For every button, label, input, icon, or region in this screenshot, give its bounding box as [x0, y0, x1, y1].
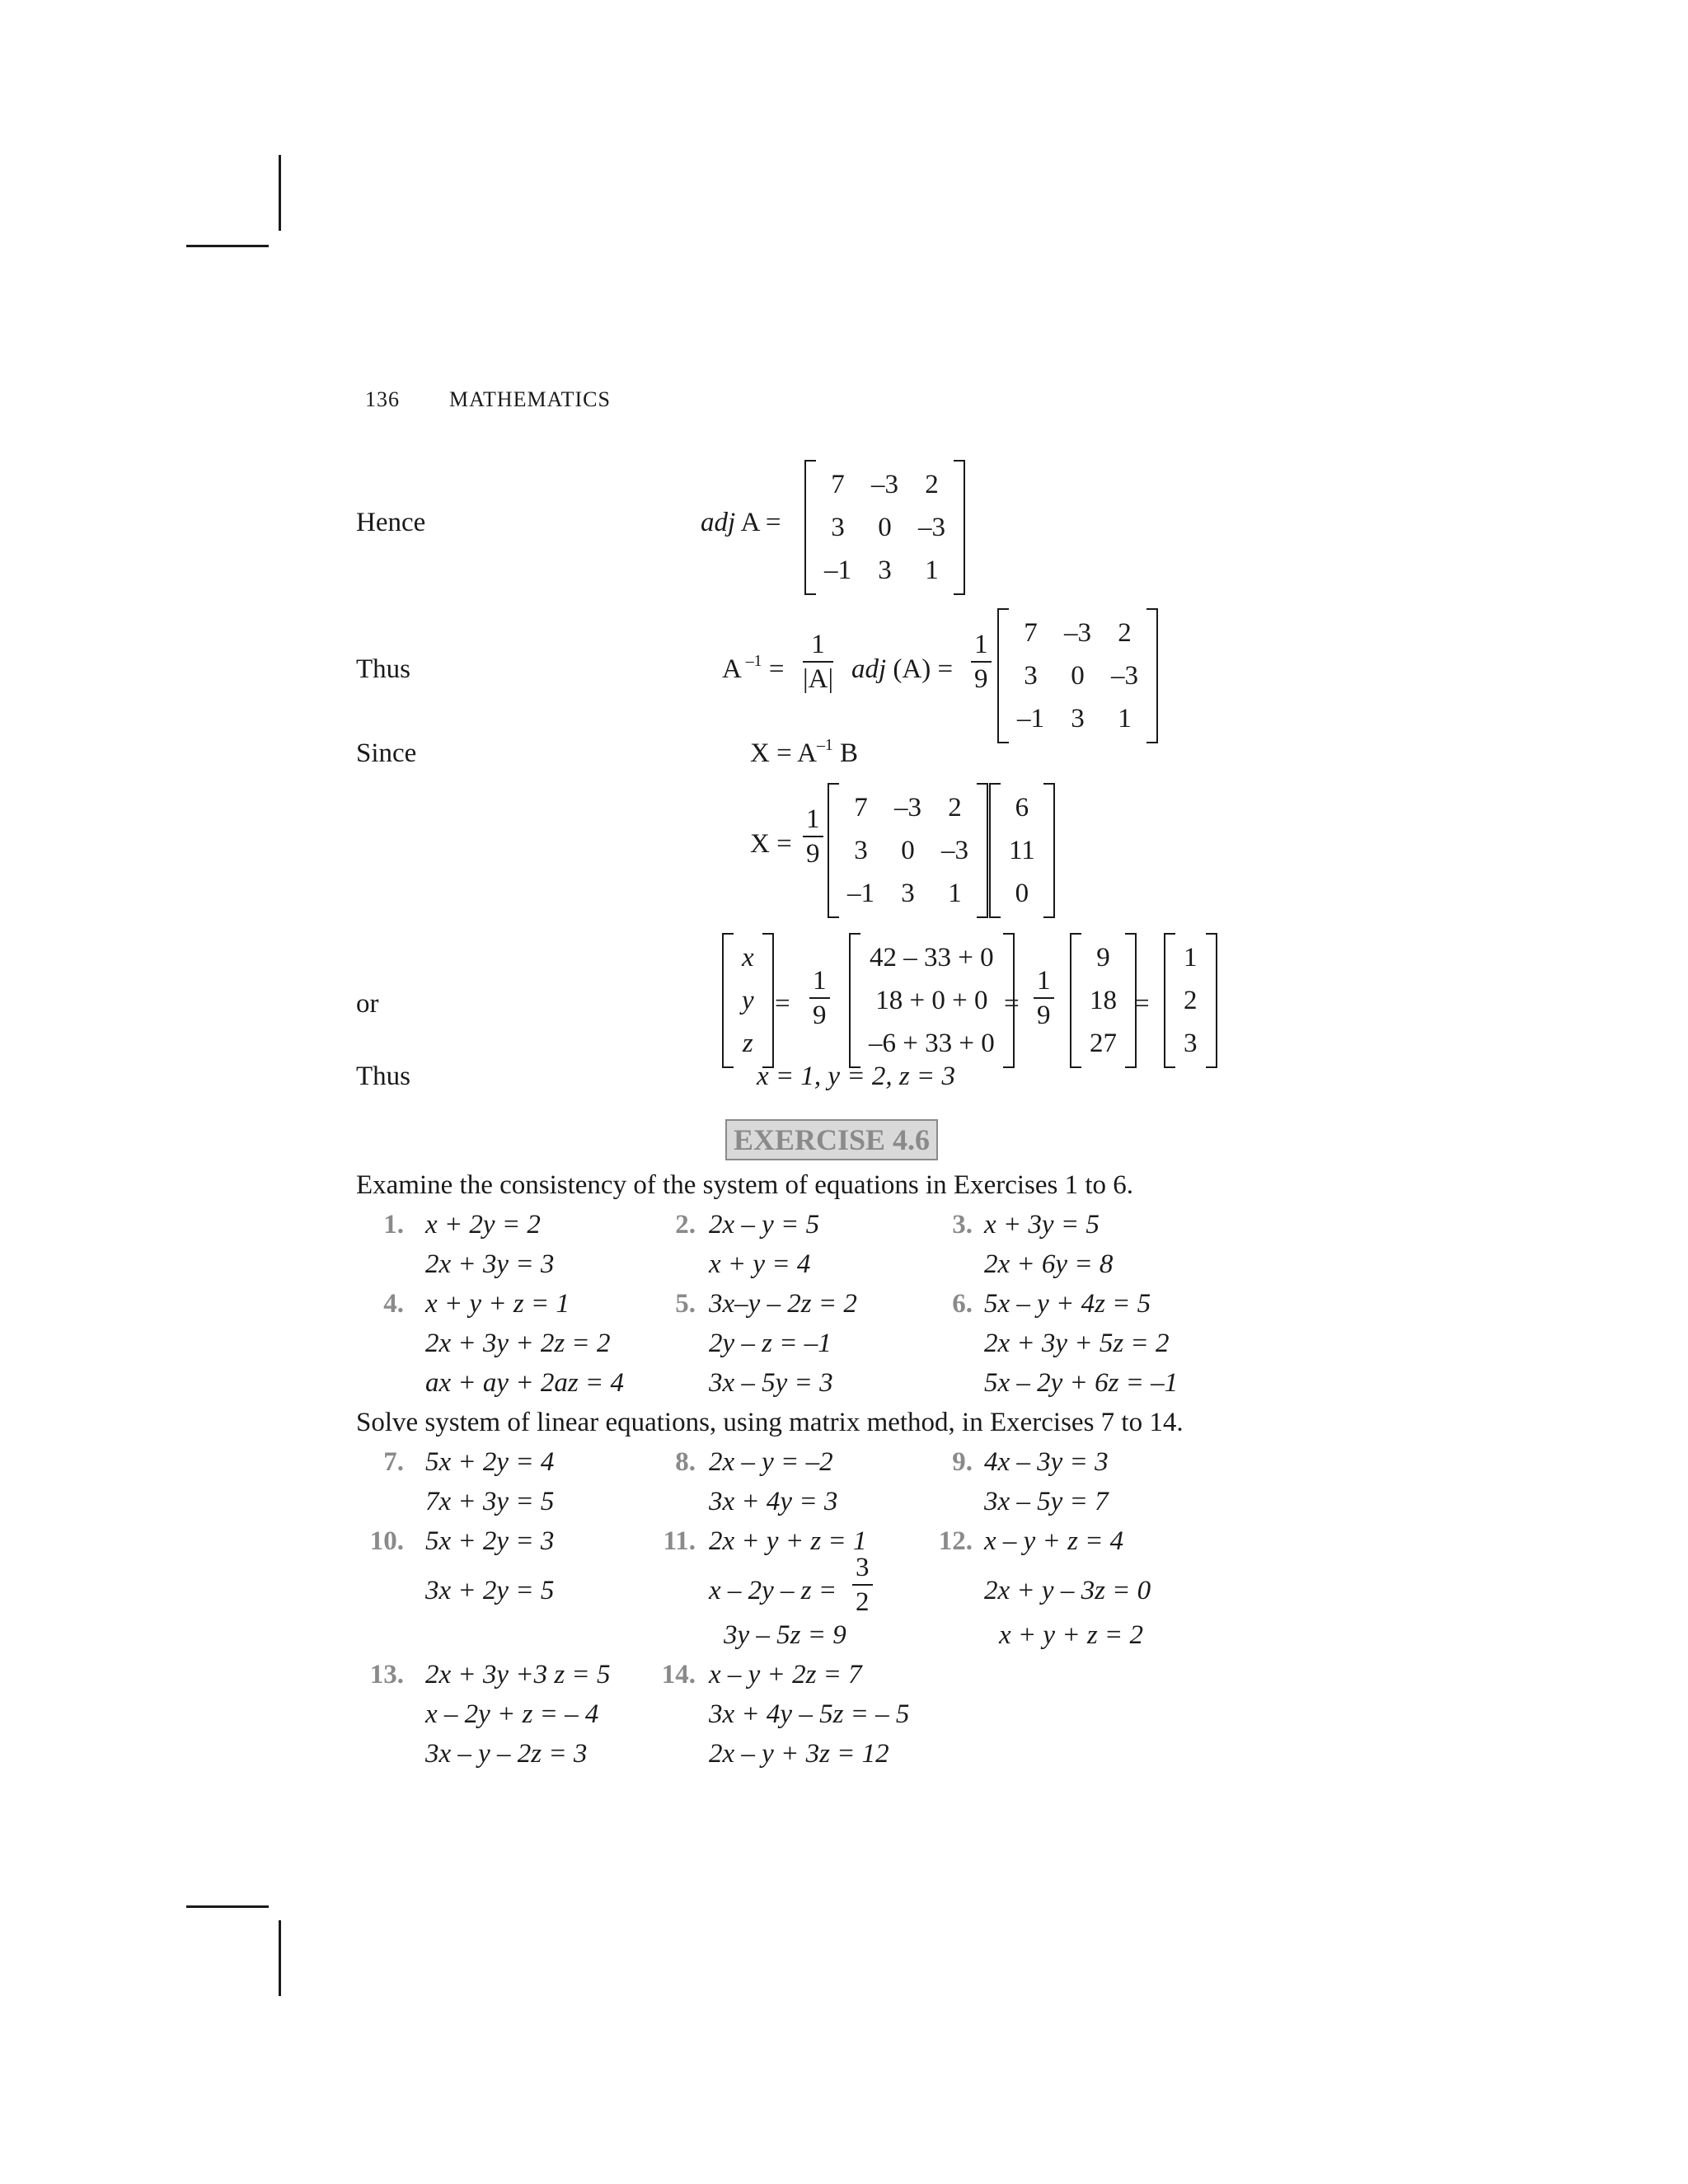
question-number: 2.: [675, 1210, 696, 1240]
adj-word: adj: [701, 508, 736, 537]
equation-line: x – y + z = 4: [984, 1526, 1124, 1556]
equation-line: 2x + 3y = 3: [425, 1249, 555, 1279]
exercise-title: EXERCISE 4.6: [725, 1119, 938, 1160]
equation-line: 2x + 3y + 5z = 2: [984, 1329, 1170, 1358]
equation-line: 2x + 6y = 8: [984, 1249, 1114, 1279]
matrix-cell: –3: [1111, 660, 1138, 691]
equation-line: 5x – y + 4z = 5: [984, 1289, 1151, 1319]
equation-line: 2x + y – 3z = 0: [984, 1576, 1151, 1605]
vector-cell: z: [742, 1028, 753, 1058]
adj-arg: (A) =: [886, 654, 954, 684]
question-number: 7.: [383, 1447, 404, 1477]
fraction-denominator: 9: [1037, 1001, 1051, 1030]
equation-line: x – 2y – z =: [709, 1576, 837, 1605]
vector-cell: 2: [1184, 985, 1198, 1015]
matrix-cell: 7: [854, 792, 868, 823]
matrix-cell: 3: [854, 835, 868, 865]
exercise-intro-2: Solve system of linear equations, using matrix method, in Exercises 7 to 14.: [356, 1408, 1184, 1437]
vector-cell: 3: [1184, 1028, 1198, 1058]
fraction-one-ninth: [1034, 964, 1054, 1032]
xyz-vector: [722, 933, 774, 1068]
vector-cell: y: [742, 985, 754, 1015]
equation-line: 7x + 3y = 5: [425, 1487, 555, 1516]
equation-line: 3x – 5y = 3: [709, 1368, 833, 1398]
matrix-cell: 3: [831, 512, 845, 542]
vector-cell: 18 + 0 + 0: [875, 985, 988, 1015]
exercise-intro-1: Examine the consistency of the system of equations in Exercises 1 to 6.: [356, 1170, 1134, 1200]
equation-line: 3x + 4y – 5z = – 5: [709, 1699, 910, 1729]
matrix-cell: 3: [1024, 660, 1038, 691]
fraction-denominator: 9: [806, 839, 820, 869]
x-equals-ainv-b: [750, 738, 858, 769]
vector-cell: 0: [1015, 878, 1029, 908]
matrix-cell: 2: [1118, 617, 1132, 648]
fraction-denominator: 2: [856, 1587, 870, 1617]
matrix-cell: 7: [1024, 617, 1038, 648]
label-hence: Hence: [356, 508, 426, 537]
label-or: or: [356, 989, 379, 1019]
vector-cell: 27: [1090, 1028, 1117, 1058]
equation-line: x + y + z = 1: [425, 1289, 570, 1319]
matrix-cell: 2: [948, 792, 962, 823]
matrix-cell: –3: [894, 792, 921, 823]
fraction-numerator: 1: [1034, 964, 1054, 999]
fraction-one-ninth: [803, 803, 823, 870]
page-number: 136: [365, 387, 400, 411]
equation-line: x + y = 4: [709, 1249, 811, 1279]
fraction-one-over-det: [803, 628, 833, 696]
question-number: 6.: [952, 1289, 973, 1319]
matrix-cell: –3: [941, 835, 968, 865]
label-since: Since: [356, 738, 417, 768]
vector-cell: 9: [1096, 942, 1110, 972]
matrix-cell: –1: [847, 878, 874, 908]
b-symbol: B: [832, 738, 858, 768]
equation-line: 2x – y = 5: [709, 1210, 820, 1240]
fraction-numerator: 3: [852, 1551, 873, 1586]
equation-line: x + 2y = 2: [425, 1210, 541, 1240]
label-thus-1: Thus: [356, 654, 410, 684]
final-solution: x = 1, y = 2, z = 3: [757, 1062, 955, 1091]
equation-line: 3x + 4y = 3: [709, 1487, 838, 1516]
equation-line: 3y – 5z = 9: [724, 1620, 846, 1650]
question-number: 3.: [952, 1210, 973, 1240]
question-number: 14.: [661, 1660, 696, 1690]
label-thus-2: Thus: [356, 1062, 410, 1091]
equation-line: 3x + 2y = 5: [425, 1576, 555, 1605]
equation-line: 4x – 3y = 3: [984, 1447, 1109, 1477]
sum-vector: [1070, 933, 1137, 1068]
matrix-cell: 1: [1118, 703, 1132, 733]
question-number: 13.: [369, 1660, 404, 1690]
equals-sign: =: [768, 654, 785, 684]
equation-line: 2x + 3y +3 z = 5: [425, 1660, 611, 1690]
crop-mark-top-horizontal: [186, 245, 269, 247]
adj-a-rest: A =: [735, 508, 781, 537]
inverse-sup: –1: [741, 652, 762, 671]
fraction-numerator: 1: [809, 964, 830, 999]
question-number: 4.: [383, 1289, 404, 1319]
equation-line: 3x – y – 2z = 3: [425, 1739, 588, 1769]
adj-a-lhs: [701, 508, 781, 538]
vector-cell: –6 + 33 + 0: [869, 1028, 995, 1058]
equation-line: x – 2y + z = – 4: [425, 1699, 599, 1729]
equation-line: 2x – y = –2: [709, 1447, 833, 1477]
equation-line: 2x + y + z = 1: [709, 1526, 867, 1556]
question-number: 9.: [952, 1447, 973, 1477]
x-eq-text: X = A: [750, 738, 817, 768]
equation-line: 5x + 2y = 3: [425, 1526, 555, 1556]
equation-line: x + y + z = 2: [999, 1620, 1143, 1650]
adj-a-term: [851, 654, 953, 685]
fraction-denominator: |A|: [803, 664, 834, 694]
matrix-cell: 3: [1071, 703, 1085, 733]
equation-line: 2x + 3y + 2z = 2: [425, 1329, 611, 1358]
equals-sign: =: [1134, 989, 1150, 1019]
question-number: 12.: [938, 1526, 973, 1556]
b-vector: [989, 783, 1055, 918]
vector-cell: 11: [1009, 835, 1035, 865]
crop-mark-bottom-horizontal: [186, 1905, 269, 1908]
fraction-numerator: 1: [971, 628, 992, 663]
question-number: 5.: [675, 1289, 696, 1319]
equation-line: ax + ay + 2az = 4: [425, 1368, 624, 1398]
fraction-three-halves: [852, 1551, 873, 1619]
vector-cell: x: [742, 942, 754, 972]
question-number: 10.: [369, 1526, 404, 1556]
fraction-one-ninth: [971, 628, 992, 696]
equation-line: x + 3y = 5: [984, 1210, 1100, 1240]
matrix-cell: 1: [925, 555, 939, 585]
equation-line: 5x + 2y = 4: [425, 1447, 555, 1477]
matrix-cell: –1: [1017, 703, 1044, 733]
inverse-sup: –1: [816, 736, 833, 755]
fraction-numerator: 1: [803, 803, 823, 837]
vector-cell: 18: [1090, 985, 1117, 1015]
vector-cell: 1: [1184, 942, 1198, 972]
matrix-cell: –3: [1064, 617, 1091, 648]
vector-cell: 6: [1015, 792, 1029, 823]
a-symbol: A: [722, 654, 742, 684]
matrix-cell: –3: [871, 469, 898, 499]
equals-sign: =: [1004, 989, 1020, 1019]
running-header: MATHEMATICS: [449, 387, 611, 411]
matrix-cell: 3: [901, 878, 915, 908]
equation-line: 2y – z = –1: [709, 1329, 832, 1358]
matrix-cell: –3: [918, 512, 945, 542]
matrix-cell: 0: [901, 835, 915, 865]
crop-mark-bottom-vertical: [279, 1920, 281, 1996]
fraction-denominator: 9: [813, 1001, 827, 1030]
a-inverse-lhs: [722, 654, 784, 685]
matrix-cell: 2: [925, 469, 939, 499]
matrix-cell: 0: [1071, 660, 1085, 691]
fraction-denominator: 9: [974, 664, 988, 694]
adj-matrix: [804, 460, 965, 595]
adj-matrix-product: [828, 783, 988, 918]
matrix-cell: 3: [878, 555, 892, 585]
equation-line: 3x–y – 2z = 2: [709, 1289, 857, 1319]
vector-cell: 42 – 33 + 0: [870, 942, 994, 972]
equation-line: 3x – 5y = 7: [984, 1487, 1109, 1516]
matrix-cell: 1: [948, 878, 962, 908]
question-number: 1.: [383, 1210, 404, 1240]
result-vector: [1164, 933, 1217, 1068]
question-number: 11.: [663, 1526, 696, 1556]
matrix-cell: 7: [831, 469, 845, 499]
equation-line: 5x – 2y + 6z = –1: [984, 1368, 1179, 1398]
adj-word: adj: [851, 654, 887, 684]
crop-mark-top-vertical: [279, 155, 281, 231]
matrix-cell: –1: [824, 555, 851, 585]
equation-line: x – y + 2z = 7: [709, 1660, 862, 1690]
product-vector: [849, 933, 1015, 1068]
question-number: 8.: [675, 1447, 696, 1477]
x-equals: X =: [750, 829, 792, 859]
equation-line: 2x – y + 3z = 12: [709, 1739, 889, 1769]
fraction-numerator: 1: [803, 628, 833, 663]
matrix-cell: 0: [878, 512, 892, 542]
equals-sign: =: [775, 989, 790, 1019]
adj-matrix-inverse: [997, 608, 1158, 743]
fraction-one-ninth: [809, 964, 830, 1032]
